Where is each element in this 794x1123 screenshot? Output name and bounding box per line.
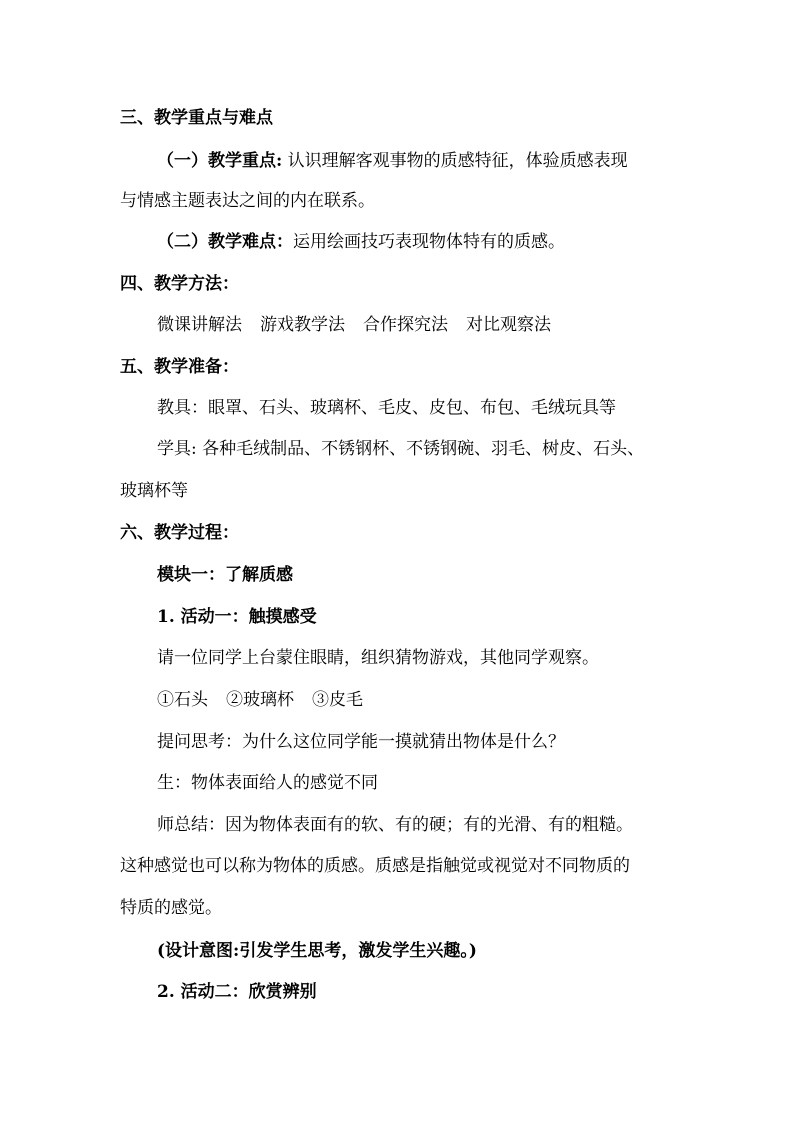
student-answer: 生：物体表面给人的感觉不同 (157, 773, 378, 793)
section-5-heading: 五、教学准备： (120, 357, 239, 377)
activity-2-heading: 2. 活动二：欣赏辨别 (157, 982, 317, 1002)
object-item: ①石头 (157, 690, 208, 710)
teacher-summary-1: 师总结：因为物体表面有的软、有的硬；有的光滑、有的粗糙。 (157, 815, 633, 835)
section-6-heading: 六、教学过程： (120, 523, 239, 543)
method-item: 对比观察法 (466, 315, 551, 335)
module-1-heading: 模块一：了解质感 (157, 565, 293, 585)
difficulty-text: 运用绘画技巧表现物体特有的质感。 (293, 232, 565, 252)
teaching-aids: 教具：眼罩、石头、玻璃杯、毛皮、皮包、布包、毛绒玩具等 (157, 398, 616, 418)
student-materials-2: 玻璃杯等 (120, 481, 188, 501)
objects-list (157, 688, 363, 712)
section-4-heading: 四、教学方法： (120, 274, 239, 294)
methods-line (157, 313, 551, 337)
method-item: 合作探究法 (363, 315, 448, 335)
student-materials-1: 学具: 各种毛绒制品、不锈钢杯、不锈钢碗、羽毛、树皮、石头、 (157, 439, 645, 459)
question-text: 提问思考：为什么这位同学能一摸就猜出物体是什么？ (157, 732, 565, 752)
teacher-summary-3: 特质的感觉。 (120, 898, 222, 918)
section-3-heading: 三、教学重点与难点 (120, 108, 273, 128)
method-item: 微课讲解法 (157, 315, 242, 335)
difficulty-colon: ： (276, 232, 293, 252)
design-intent: (设计意图:引发学生思考，激发学生兴趣。) (157, 941, 477, 961)
key-point-text-1: 认识理解客观事物的质感特征，体验质感表现 (282, 151, 628, 171)
difficulty-line (157, 230, 565, 254)
activity-1-heading: 1. 活动一：触摸感受 (157, 607, 317, 627)
key-point-colon: : (276, 151, 283, 171)
object-item: ②玻璃杯 (226, 690, 294, 710)
key-point-line-1 (157, 149, 628, 173)
key-point-text-2: 与情感主题表达之间的内在联系。 (120, 191, 375, 211)
method-item: 游戏教学法 (260, 315, 345, 335)
difficulty-label: （二）教学难点 (157, 232, 276, 252)
teacher-summary-2: 这种感觉也可以称为物体的质感。质感是指触觉或视觉对不同物质的 (120, 856, 630, 876)
object-item: ③皮毛 (312, 690, 363, 710)
key-point-label: （一）教学重点 (157, 151, 276, 171)
activity-1-description: 请一位同学上台蒙住眼睛，组织猜物游戏，其他同学观察。 (157, 648, 599, 668)
